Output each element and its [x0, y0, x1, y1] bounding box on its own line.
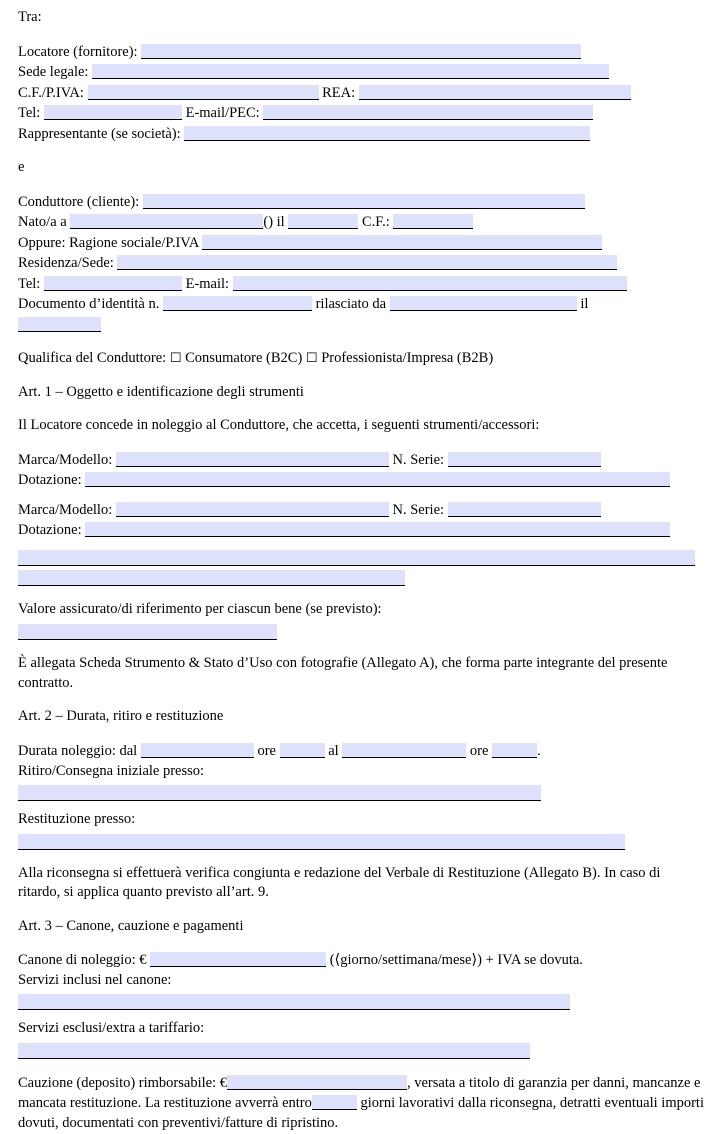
spacer	[18, 1059, 704, 1073]
art3-servizi-esclusi-label-row	[18, 1019, 704, 1039]
locatore-rea-label: REA:	[322, 84, 356, 101]
conduttore-documento-label: Documento d’identità n.	[18, 296, 160, 312]
art1-heading: Art. 1 – Oggetto e identificazione degli strumenti	[18, 383, 304, 400]
locatore-rappresentante-label: Rappresentante (se società):	[18, 125, 181, 142]
paren-close: )	[268, 214, 274, 230]
art1-item-2-marca-field[interactable]	[116, 502, 389, 517]
art2-ora-inizio-field[interactable]	[280, 743, 325, 758]
conduttore-email-field[interactable]	[233, 276, 627, 291]
art3-canone-suffix-label: (⟨giorno/settimana/mese⟩) + IVA se dovuta.	[329, 952, 583, 969]
art1-item-1-dotazione-row	[18, 470, 704, 491]
locatore-cf-piva-field[interactable]	[88, 85, 319, 100]
art1-intro: Il Locatore concede in noleggio al Conduttore, che accetta, i seguenti strumenti/accessori:	[18, 417, 540, 434]
spacer	[18, 178, 704, 192]
spacer	[18, 436, 704, 450]
art2-ora-fine-field[interactable]	[492, 743, 537, 758]
conduttore-cf-field[interactable]	[393, 214, 473, 229]
art3-canone-field[interactable]	[150, 952, 326, 967]
qualifica-option-consumatore-label: Consumatore (B2C)	[185, 350, 303, 366]
conduttore-nato-label: Nato/a a	[18, 214, 67, 230]
art3-cauzione-prefix-label: Cauzione (deposito) rimborsabile: €	[18, 1074, 227, 1091]
contract-body	[18, 8, 704, 1134]
spacer	[18, 640, 704, 654]
spacer	[18, 541, 704, 550]
art1-item-2-dotazione-row	[18, 520, 704, 541]
art2-durata-row	[18, 741, 704, 762]
art3-cauzione-field[interactable]	[227, 1075, 407, 1090]
art2-ore-label-1: ore	[257, 743, 276, 760]
conduttore-rilasciato-da-field[interactable]	[390, 296, 577, 311]
art3-canone-row	[18, 950, 704, 971]
art1-extra-field-1[interactable]	[18, 550, 695, 566]
spacer	[18, 335, 704, 349]
locatore-sede-row	[18, 62, 704, 83]
tra-label: Tra:	[18, 9, 42, 25]
spacer	[18, 369, 704, 383]
art3-cauzione-mid2-label: giorni lavorativi dalla riconsegna, detratti eventuali importi dovuti, documentati con preventivi/fatture di ripristino.	[18, 1095, 704, 1132]
conduttore-residenza-row	[18, 253, 704, 274]
conduttore-cf-label: C.F.:	[361, 214, 390, 230]
art1-item-2-serie-field[interactable]	[448, 502, 601, 517]
spacer	[18, 144, 704, 158]
conduttore-nato-data-field[interactable]	[288, 214, 358, 229]
art1-item-1-dotazione-label: Dotazione:	[18, 472, 82, 489]
conduttore-il-label-2: il	[580, 296, 589, 312]
art2-durata-suffix: .	[537, 743, 541, 760]
qualifica-row	[18, 349, 704, 369]
art3-cauzione-mid-label: , versata a titolo di garanzia per danni, mancanze e mancata restituzione. La restituzione avverrà entro	[18, 1074, 701, 1112]
art1-item-1-marca-row	[18, 450, 704, 471]
conduttore-residenza-field[interactable]	[117, 255, 617, 270]
art1-item-2-marca-label: Marca/Modello:	[18, 501, 113, 518]
locatore-tel-email-row	[18, 103, 704, 124]
conduttore-name-label: Conduttore (cliente):	[18, 193, 140, 210]
conduttore-ragione-sociale-field[interactable]	[202, 235, 602, 250]
conduttore-documento-numero-field[interactable]	[163, 296, 312, 311]
locatore-rappresentante-row	[18, 124, 704, 145]
locatore-rappresentante-field[interactable]	[184, 126, 590, 141]
e-label: e	[18, 159, 25, 175]
art3-servizi-inclusi-field[interactable]	[18, 994, 570, 1010]
conduttore-nato-luogo-field[interactable]	[70, 214, 263, 229]
spacer	[18, 491, 704, 500]
art2-ore-label-2: ore	[469, 743, 489, 760]
conduttore-documento-data-row	[18, 315, 704, 336]
art3-heading: Art. 3 – Canone, cauzione e pagamenti	[18, 917, 244, 934]
art1-item-1-serie-label: N. Serie:	[392, 451, 445, 468]
art3-canone-prefix-label: Canone di noleggio: €	[18, 952, 147, 969]
art2-al-label: al	[328, 743, 339, 760]
art3-servizi-esclusi-label: Servizi esclusi/extra a tariffario:	[18, 1020, 205, 1037]
locatore-email-pec-label: E-mail/PEC:	[185, 105, 260, 121]
spacer	[18, 850, 704, 864]
spacer	[18, 402, 704, 416]
conduttore-rilasciato-label: rilasciato da	[315, 296, 387, 312]
art3-servizi-inclusi-label: Servizi inclusi nel canone:	[18, 971, 172, 988]
e-label-row	[18, 158, 704, 178]
art2-restituzione-field[interactable]	[18, 834, 625, 850]
spacer	[18, 693, 704, 707]
art3-giorni-restituzione-field[interactable]	[312, 1095, 357, 1110]
art2-restituzione-label: Restituzione presso:	[18, 811, 136, 828]
locatore-tel-field[interactable]	[44, 105, 182, 120]
spacer	[18, 586, 704, 600]
conduttore-tel-label: Tel:	[18, 275, 41, 292]
conduttore-tel-field[interactable]	[44, 276, 182, 291]
art1-item-1-serie-field[interactable]	[448, 452, 601, 467]
art2-heading: Art. 2 – Durata, ritiro e restituzione	[18, 708, 224, 725]
spacer	[18, 28, 704, 42]
conduttore-tel-email-row	[18, 274, 704, 295]
art2-restituzione-label-row	[18, 810, 704, 830]
art1-item-2-dotazione-field[interactable]	[85, 522, 670, 537]
spacer	[18, 936, 704, 950]
spacer	[18, 903, 704, 917]
art1-allegato-text: È allegata Scheda Strumento & Stato d’Uso con fotografie (Allegato A), che forma parte integrante del presente contratto.	[18, 655, 668, 691]
art2-data-fine-field[interactable]	[342, 743, 466, 758]
spacer	[18, 727, 704, 741]
spacer	[18, 801, 704, 810]
checkbox-professionista[interactable]: ☐	[305, 351, 318, 366]
art1-item-1-marca-field[interactable]	[116, 452, 389, 467]
art2-durata-prefix-label: Durata noleggio: dal	[18, 743, 138, 760]
locatore-rea-field[interactable]	[359, 85, 631, 100]
locatore-sede-label: Sede legale:	[18, 64, 89, 80]
qualifica-label: Qualifica del Conduttore:	[18, 350, 167, 366]
conduttore-nato-row	[18, 212, 704, 233]
conduttore-name-row	[18, 192, 704, 213]
conduttore-oppure-label: Oppure: Ragione sociale/P.IVA	[18, 234, 199, 251]
art2-riconsegna-text: Alla riconsegna si effettuerà verifica congiunta e redazione del Verbale di Restituzione (Allegato B). In caso di ritardo, si applica quanto previsto all’art. 9.	[18, 864, 661, 901]
checkbox-consumatore[interactable]: ☐	[169, 351, 182, 366]
qualifica-option-professionista-label: Professionista/Impresa (B2B)	[321, 350, 494, 366]
art1-item-1-marca-label: Marca/Modello:	[18, 451, 113, 468]
art2-ritiro-label-row	[18, 762, 704, 782]
paren-open: (	[263, 214, 269, 230]
art1-extra-field-2[interactable]	[18, 570, 405, 586]
locatore-cf-piva-label: C.F./P.IVA:	[18, 84, 84, 101]
conduttore-documento-data-field[interactable]	[18, 317, 101, 332]
locatore-tel-label: Tel:	[18, 105, 41, 121]
locatore-cf-rea-row	[18, 83, 704, 104]
spacer	[18, 1010, 704, 1019]
art1-item-1-dotazione-field[interactable]	[85, 472, 670, 487]
locatore-name-label: Locatore (fornitore):	[18, 43, 138, 60]
locatore-name-row	[18, 42, 704, 63]
art2-ritiro-label: Ritiro/Consegna iniziale presso:	[18, 762, 205, 779]
tra-label-row	[18, 8, 704, 28]
conduttore-residenza-label: Residenza/Sede:	[18, 255, 114, 271]
locatore-name-field[interactable]	[141, 44, 581, 59]
art3-servizi-esclusi-field[interactable]	[18, 1043, 530, 1059]
conduttore-il-label: il	[276, 214, 285, 230]
locatore-email-pec-field[interactable]	[263, 105, 593, 120]
conduttore-email-label: E-mail:	[185, 275, 230, 292]
art2-ritiro-field[interactable]	[18, 785, 541, 801]
art3-servizi-inclusi-label-row	[18, 971, 704, 991]
art3-cauzione-paragraph	[18, 1073, 704, 1134]
art1-item-2-marca-row	[18, 500, 704, 521]
art1-item-2-serie-label: N. Serie:	[392, 501, 445, 518]
conduttore-name-field[interactable]	[143, 194, 585, 209]
art1-valore-label: Valore assicurato/di riferimento per ciascun bene (se previsto):	[18, 600, 382, 617]
conduttore-oppure-row	[18, 233, 704, 254]
art1-valore-field[interactable]	[18, 624, 277, 640]
art1-item-2-dotazione-label: Dotazione:	[18, 522, 82, 539]
locatore-sede-field[interactable]	[92, 64, 609, 79]
conduttore-documento-row	[18, 294, 704, 315]
art2-data-inizio-field[interactable]	[141, 743, 254, 758]
